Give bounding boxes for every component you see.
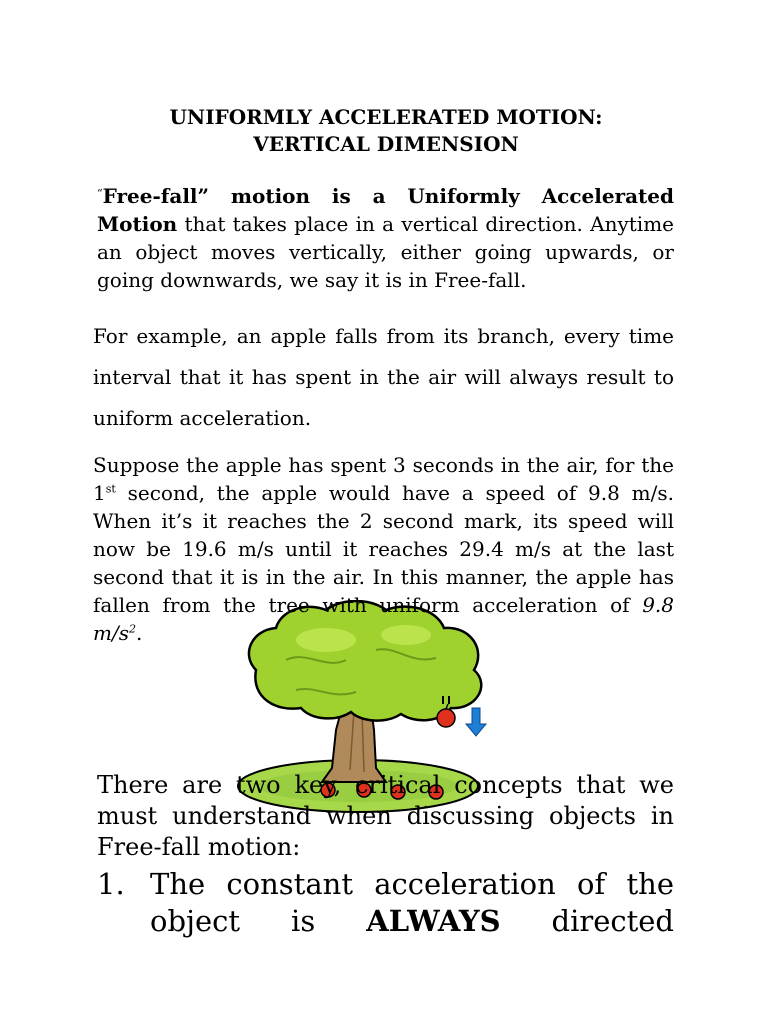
para1-rest: that takes place in a vertical direction. Anytime an object moves vertically, either going upwards, or going downwards, we say it is in Free-fall. [97,212,674,292]
always-bold: ALWAYS [366,904,501,938]
acceleration-value: 9.8 $m/s^2$ [93,593,674,645]
superscript-st: st [105,482,116,496]
superscript-2: 2 [128,622,136,636]
bold-lead: Free-fall” motion is a Uniformly Accelerated Motion [97,184,674,236]
paragraph-key-concepts: There are two key, critical concepts that we must understand when discussing objects in Free-fall motion: [97,771,674,861]
paragraph-apple-scenario [93,451,674,647]
title-line-1: UNIFORMLY ACCELERATED MOTION: [169,105,603,129]
paragraph-example: For example, an apple falls from its branch, every time interval that it has spent in the air will always result to uniform acceleration. [93,324,674,430]
title-line-2: VERTICAL DIMENSION [253,132,519,156]
list-number: 1. [97,867,125,901]
para3-part1: Suppose the apple has spent 3 seconds in the air, for the 1 [93,453,674,505]
paragraph-free-fall-definition [97,180,674,294]
list-text: The constant acceleration of the object is ALWAYS directed [150,867,674,938]
para3-end: . [135,621,143,645]
down-arrow-icon [466,708,486,736]
page-title [96,104,676,158]
open-quote: “ [97,187,103,200]
para3-part2: second, the apple would have a speed of 9.8 m/s. When it’s it reaches the 2 second mark, its speed will now be 19.6 m/s until it reaches 29.4 m/s at the last second that it is in the air. In this manner, the apple has fallen from the tree with uniform acceleration of [93,481,674,617]
